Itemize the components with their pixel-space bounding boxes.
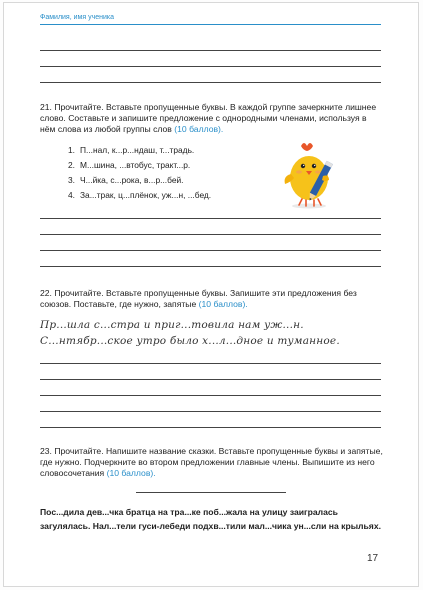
page-number: 17 bbox=[367, 553, 379, 564]
answer-line[interactable] bbox=[40, 66, 381, 67]
task-21-word-groups bbox=[68, 143, 211, 203]
word-group: 4. За...трак, ц...плёнок, уж...н, ...бед. bbox=[68, 190, 212, 200]
student-name-label: Фамилия, имя ученика bbox=[40, 14, 114, 21]
task-22-score: (10 баллов). bbox=[198, 299, 248, 309]
handwriting-line-2: С...нтябр...ское утро было х...л...дное и туманное. bbox=[40, 335, 340, 347]
word-group: 2. М...шина, ...втобус, тракт...р. bbox=[68, 160, 191, 170]
answer-line[interactable] bbox=[40, 266, 381, 267]
answer-line[interactable] bbox=[40, 427, 381, 428]
answer-line[interactable] bbox=[40, 395, 381, 396]
task-23-score: (10 баллов). bbox=[106, 468, 156, 478]
chick-with-pencil-icon bbox=[280, 140, 338, 210]
answer-line[interactable] bbox=[40, 379, 381, 380]
answer-line[interactable] bbox=[40, 250, 381, 251]
handwriting-line-1: Пр...шла с...стра и приг...товила нам уж...н. bbox=[40, 319, 304, 331]
answer-line[interactable] bbox=[40, 50, 381, 51]
task-23-instruction: 23. Прочитайте. Напишите название сказки. Вставьте пропущенные буквы и запятые, где нужно. Подчеркните во втором предложении главные члены. Выпишите из него словосочетания (10 баллов). bbox=[40, 446, 383, 478]
fairy-tale-title-line[interactable] bbox=[136, 492, 286, 493]
answer-line[interactable] bbox=[40, 363, 381, 364]
task-21-score: (10 баллов). bbox=[174, 124, 224, 134]
answer-line[interactable] bbox=[40, 234, 381, 235]
word-group: 3. Ч...йка, с...рока, в...р...бей. bbox=[68, 175, 184, 185]
task-22-handwritten-text bbox=[40, 317, 385, 349]
task-23-story-text: Пос...дила дев...чка братца на тра...ке поб...жала на улицу заигралась загулялась. Нал...тели гуси-лебеди подхв...тили мал...чика ун...сли на крыльях. bbox=[40, 507, 381, 531]
answer-line[interactable] bbox=[40, 82, 381, 83]
task-21-instruction: 21. Прочитайте. Вставьте пропущенные буквы. В каждой группе зачеркните лишнее слово. Составьте и запишите предложение с однородными членами, используя в нём слова из любой группы слов (10 баллов). bbox=[40, 102, 377, 134]
student-name-line[interactable] bbox=[40, 24, 381, 25]
word-group: 1. П...нал, к...р...ндаш, т...традь. bbox=[68, 145, 195, 155]
answer-line[interactable] bbox=[40, 411, 381, 412]
task-22-instruction: 22. Прочитайте. Вставьте пропущенные буквы. Запишите эти предложения без союзов. Поставьте, где нужно, запятые (10 баллов). bbox=[40, 288, 357, 309]
answer-line[interactable] bbox=[40, 218, 381, 219]
